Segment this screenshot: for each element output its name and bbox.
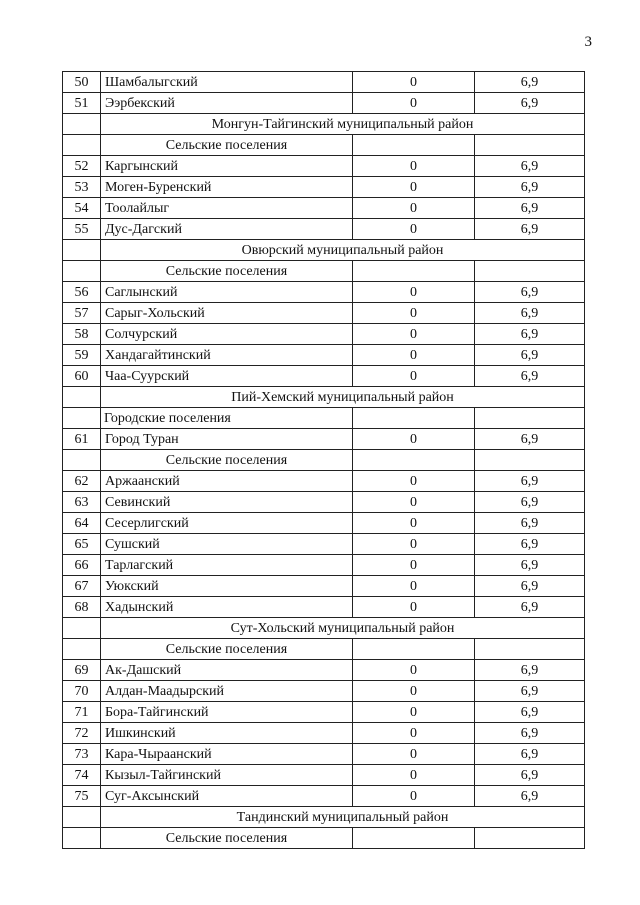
value-col-1: 0 <box>353 744 475 765</box>
row-number: 66 <box>63 555 101 576</box>
row-number: 68 <box>63 597 101 618</box>
district-title: Тандинский муниципальный район <box>101 807 585 828</box>
table-row <box>63 156 585 177</box>
empty-cell <box>63 408 101 429</box>
table-row <box>63 534 585 555</box>
row-number: 55 <box>63 219 101 240</box>
empty-cell <box>475 639 585 660</box>
row-number: 69 <box>63 660 101 681</box>
table-row <box>63 471 585 492</box>
value-col-1: 0 <box>353 93 475 114</box>
value-col-1: 0 <box>353 681 475 702</box>
settlement-name: Бора-Тайгинский <box>101 702 353 723</box>
row-number: 52 <box>63 156 101 177</box>
table-row <box>63 723 585 744</box>
row-number: 64 <box>63 513 101 534</box>
table-row <box>63 765 585 786</box>
district-header-row <box>63 114 585 135</box>
value-col-1: 0 <box>353 765 475 786</box>
value-col-1: 0 <box>353 324 475 345</box>
table-row <box>63 513 585 534</box>
value-col-2: 6,9 <box>475 534 585 555</box>
value-col-2: 6,9 <box>475 765 585 786</box>
value-col-1: 0 <box>353 429 475 450</box>
empty-cell <box>63 639 101 660</box>
row-number: 58 <box>63 324 101 345</box>
row-number: 73 <box>63 744 101 765</box>
row-number: 65 <box>63 534 101 555</box>
settlement-name: Уюкский <box>101 576 353 597</box>
value-col-1: 0 <box>353 786 475 807</box>
value-col-2: 6,9 <box>475 702 585 723</box>
table-row <box>63 555 585 576</box>
table-row <box>63 303 585 324</box>
table-row <box>63 177 585 198</box>
district-header-row <box>63 807 585 828</box>
settlement-name: Чаа-Суурский <box>101 366 353 387</box>
table-row <box>63 198 585 219</box>
settlement-name: Каргынский <box>101 156 353 177</box>
value-col-2: 6,9 <box>475 366 585 387</box>
empty-cell <box>353 408 475 429</box>
value-col-2: 6,9 <box>475 597 585 618</box>
value-col-2: 6,9 <box>475 471 585 492</box>
empty-cell <box>353 828 475 849</box>
value-col-1: 0 <box>353 723 475 744</box>
row-number: 61 <box>63 429 101 450</box>
value-col-1: 0 <box>353 534 475 555</box>
subsection-title: Сельские поселения <box>101 261 353 282</box>
empty-cell <box>475 261 585 282</box>
value-col-1: 0 <box>353 198 475 219</box>
table-row <box>63 72 585 93</box>
empty-cell <box>353 450 475 471</box>
value-col-1: 0 <box>353 72 475 93</box>
value-col-1: 0 <box>353 555 475 576</box>
table-row <box>63 597 585 618</box>
empty-cell <box>475 828 585 849</box>
settlement-name: Шамбалыгский <box>101 72 353 93</box>
row-number: 62 <box>63 471 101 492</box>
value-col-1: 0 <box>353 177 475 198</box>
page-number: 3 <box>584 34 592 50</box>
value-col-2: 6,9 <box>475 786 585 807</box>
table-row <box>63 681 585 702</box>
value-col-2: 6,9 <box>475 555 585 576</box>
subsection-title: Сельские поселения <box>101 135 353 156</box>
table-row <box>63 345 585 366</box>
value-col-1: 0 <box>353 660 475 681</box>
value-col-2: 6,9 <box>475 156 585 177</box>
subsection-title: Городские поселения <box>101 408 353 429</box>
district-header-row <box>63 240 585 261</box>
empty-cell <box>63 135 101 156</box>
district-title: Овюрский муниципальный район <box>101 240 585 261</box>
empty-cell <box>63 618 101 639</box>
subsection-row <box>63 639 585 660</box>
empty-cell <box>353 261 475 282</box>
value-col-2: 6,9 <box>475 345 585 366</box>
settlement-name: Сарыг-Хольский <box>101 303 353 324</box>
value-col-2: 6,9 <box>475 681 585 702</box>
value-col-1: 0 <box>353 597 475 618</box>
empty-cell <box>63 261 101 282</box>
value-col-2: 6,9 <box>475 219 585 240</box>
settlement-name: Ээрбекский <box>101 93 353 114</box>
settlement-name: Севинский <box>101 492 353 513</box>
table-row <box>63 744 585 765</box>
table-row <box>63 93 585 114</box>
row-number: 70 <box>63 681 101 702</box>
table-row <box>63 219 585 240</box>
empty-cell <box>475 135 585 156</box>
settlement-name: Кара-Чыраанский <box>101 744 353 765</box>
table-row <box>63 660 585 681</box>
row-number: 54 <box>63 198 101 219</box>
district-header-row <box>63 387 585 408</box>
value-col-2: 6,9 <box>475 576 585 597</box>
settlement-name: Алдан-Маадырский <box>101 681 353 702</box>
settlement-name: Моген-Буренский <box>101 177 353 198</box>
value-col-1: 0 <box>353 219 475 240</box>
settlement-name: Солчурский <box>101 324 353 345</box>
subsection-row <box>63 135 585 156</box>
settlements-table <box>62 71 585 849</box>
value-col-2: 6,9 <box>475 93 585 114</box>
settlement-name: Ишкинский <box>101 723 353 744</box>
table-row <box>63 492 585 513</box>
settlement-name: Город Туран <box>101 429 353 450</box>
table-body <box>63 72 585 849</box>
value-col-1: 0 <box>353 282 475 303</box>
settlement-name: Сесерлигский <box>101 513 353 534</box>
district-title: Пий-Хемский муниципальный район <box>101 387 585 408</box>
row-number: 67 <box>63 576 101 597</box>
settlement-name: Саглынский <box>101 282 353 303</box>
row-number: 60 <box>63 366 101 387</box>
row-number: 71 <box>63 702 101 723</box>
settlement-name: Аржаанский <box>101 471 353 492</box>
value-col-2: 6,9 <box>475 744 585 765</box>
value-col-1: 0 <box>353 702 475 723</box>
value-col-1: 0 <box>353 345 475 366</box>
table-row <box>63 786 585 807</box>
value-col-1: 0 <box>353 303 475 324</box>
district-header-row <box>63 618 585 639</box>
value-col-2: 6,9 <box>475 303 585 324</box>
empty-cell <box>63 387 101 408</box>
settlement-name: Тоолайлыг <box>101 198 353 219</box>
empty-cell <box>63 807 101 828</box>
value-col-1: 0 <box>353 156 475 177</box>
subsection-row <box>63 261 585 282</box>
value-col-2: 6,9 <box>475 660 585 681</box>
table-row <box>63 366 585 387</box>
district-title: Монгун-Тайгинский муниципальный район <box>101 114 585 135</box>
table-row <box>63 576 585 597</box>
value-col-1: 0 <box>353 492 475 513</box>
value-col-2: 6,9 <box>475 198 585 219</box>
value-col-1: 0 <box>353 471 475 492</box>
empty-cell <box>353 135 475 156</box>
settlement-name: Ак-Дашский <box>101 660 353 681</box>
table-row <box>63 282 585 303</box>
subsection-title: Сельские поселения <box>101 639 353 660</box>
table-row <box>63 324 585 345</box>
settlement-name: Суг-Аксынский <box>101 786 353 807</box>
row-number: 51 <box>63 93 101 114</box>
value-col-2: 6,9 <box>475 72 585 93</box>
value-col-2: 6,9 <box>475 282 585 303</box>
row-number: 63 <box>63 492 101 513</box>
value-col-1: 0 <box>353 576 475 597</box>
settlement-name: Кызыл-Тайгинский <box>101 765 353 786</box>
table-row <box>63 702 585 723</box>
value-col-2: 6,9 <box>475 513 585 534</box>
settlement-name: Дус-Дагский <box>101 219 353 240</box>
settlement-name: Хадынский <box>101 597 353 618</box>
settlement-name: Хандагайтинский <box>101 345 353 366</box>
value-col-1: 0 <box>353 366 475 387</box>
value-col-2: 6,9 <box>475 723 585 744</box>
row-number: 74 <box>63 765 101 786</box>
empty-cell <box>63 828 101 849</box>
row-number: 53 <box>63 177 101 198</box>
subsection-title: Сельские поселения <box>101 450 353 471</box>
empty-cell <box>63 240 101 261</box>
row-number: 56 <box>63 282 101 303</box>
value-col-2: 6,9 <box>475 492 585 513</box>
empty-cell <box>475 450 585 471</box>
row-number: 59 <box>63 345 101 366</box>
subsection-row <box>63 408 585 429</box>
subsection-row <box>63 450 585 471</box>
row-number: 72 <box>63 723 101 744</box>
district-title: Сут-Хольский муниципальный район <box>101 618 585 639</box>
settlement-name: Тарлагский <box>101 555 353 576</box>
subsection-row <box>63 828 585 849</box>
value-col-2: 6,9 <box>475 324 585 345</box>
row-number: 75 <box>63 786 101 807</box>
settlement-name: Сушский <box>101 534 353 555</box>
value-col-2: 6,9 <box>475 177 585 198</box>
row-number: 57 <box>63 303 101 324</box>
value-col-2: 6,9 <box>475 429 585 450</box>
empty-cell <box>63 450 101 471</box>
subsection-title: Сельские поселения <box>101 828 353 849</box>
empty-cell <box>353 639 475 660</box>
table-row <box>63 429 585 450</box>
row-number: 50 <box>63 72 101 93</box>
value-col-1: 0 <box>353 513 475 534</box>
empty-cell <box>63 114 101 135</box>
empty-cell <box>475 408 585 429</box>
